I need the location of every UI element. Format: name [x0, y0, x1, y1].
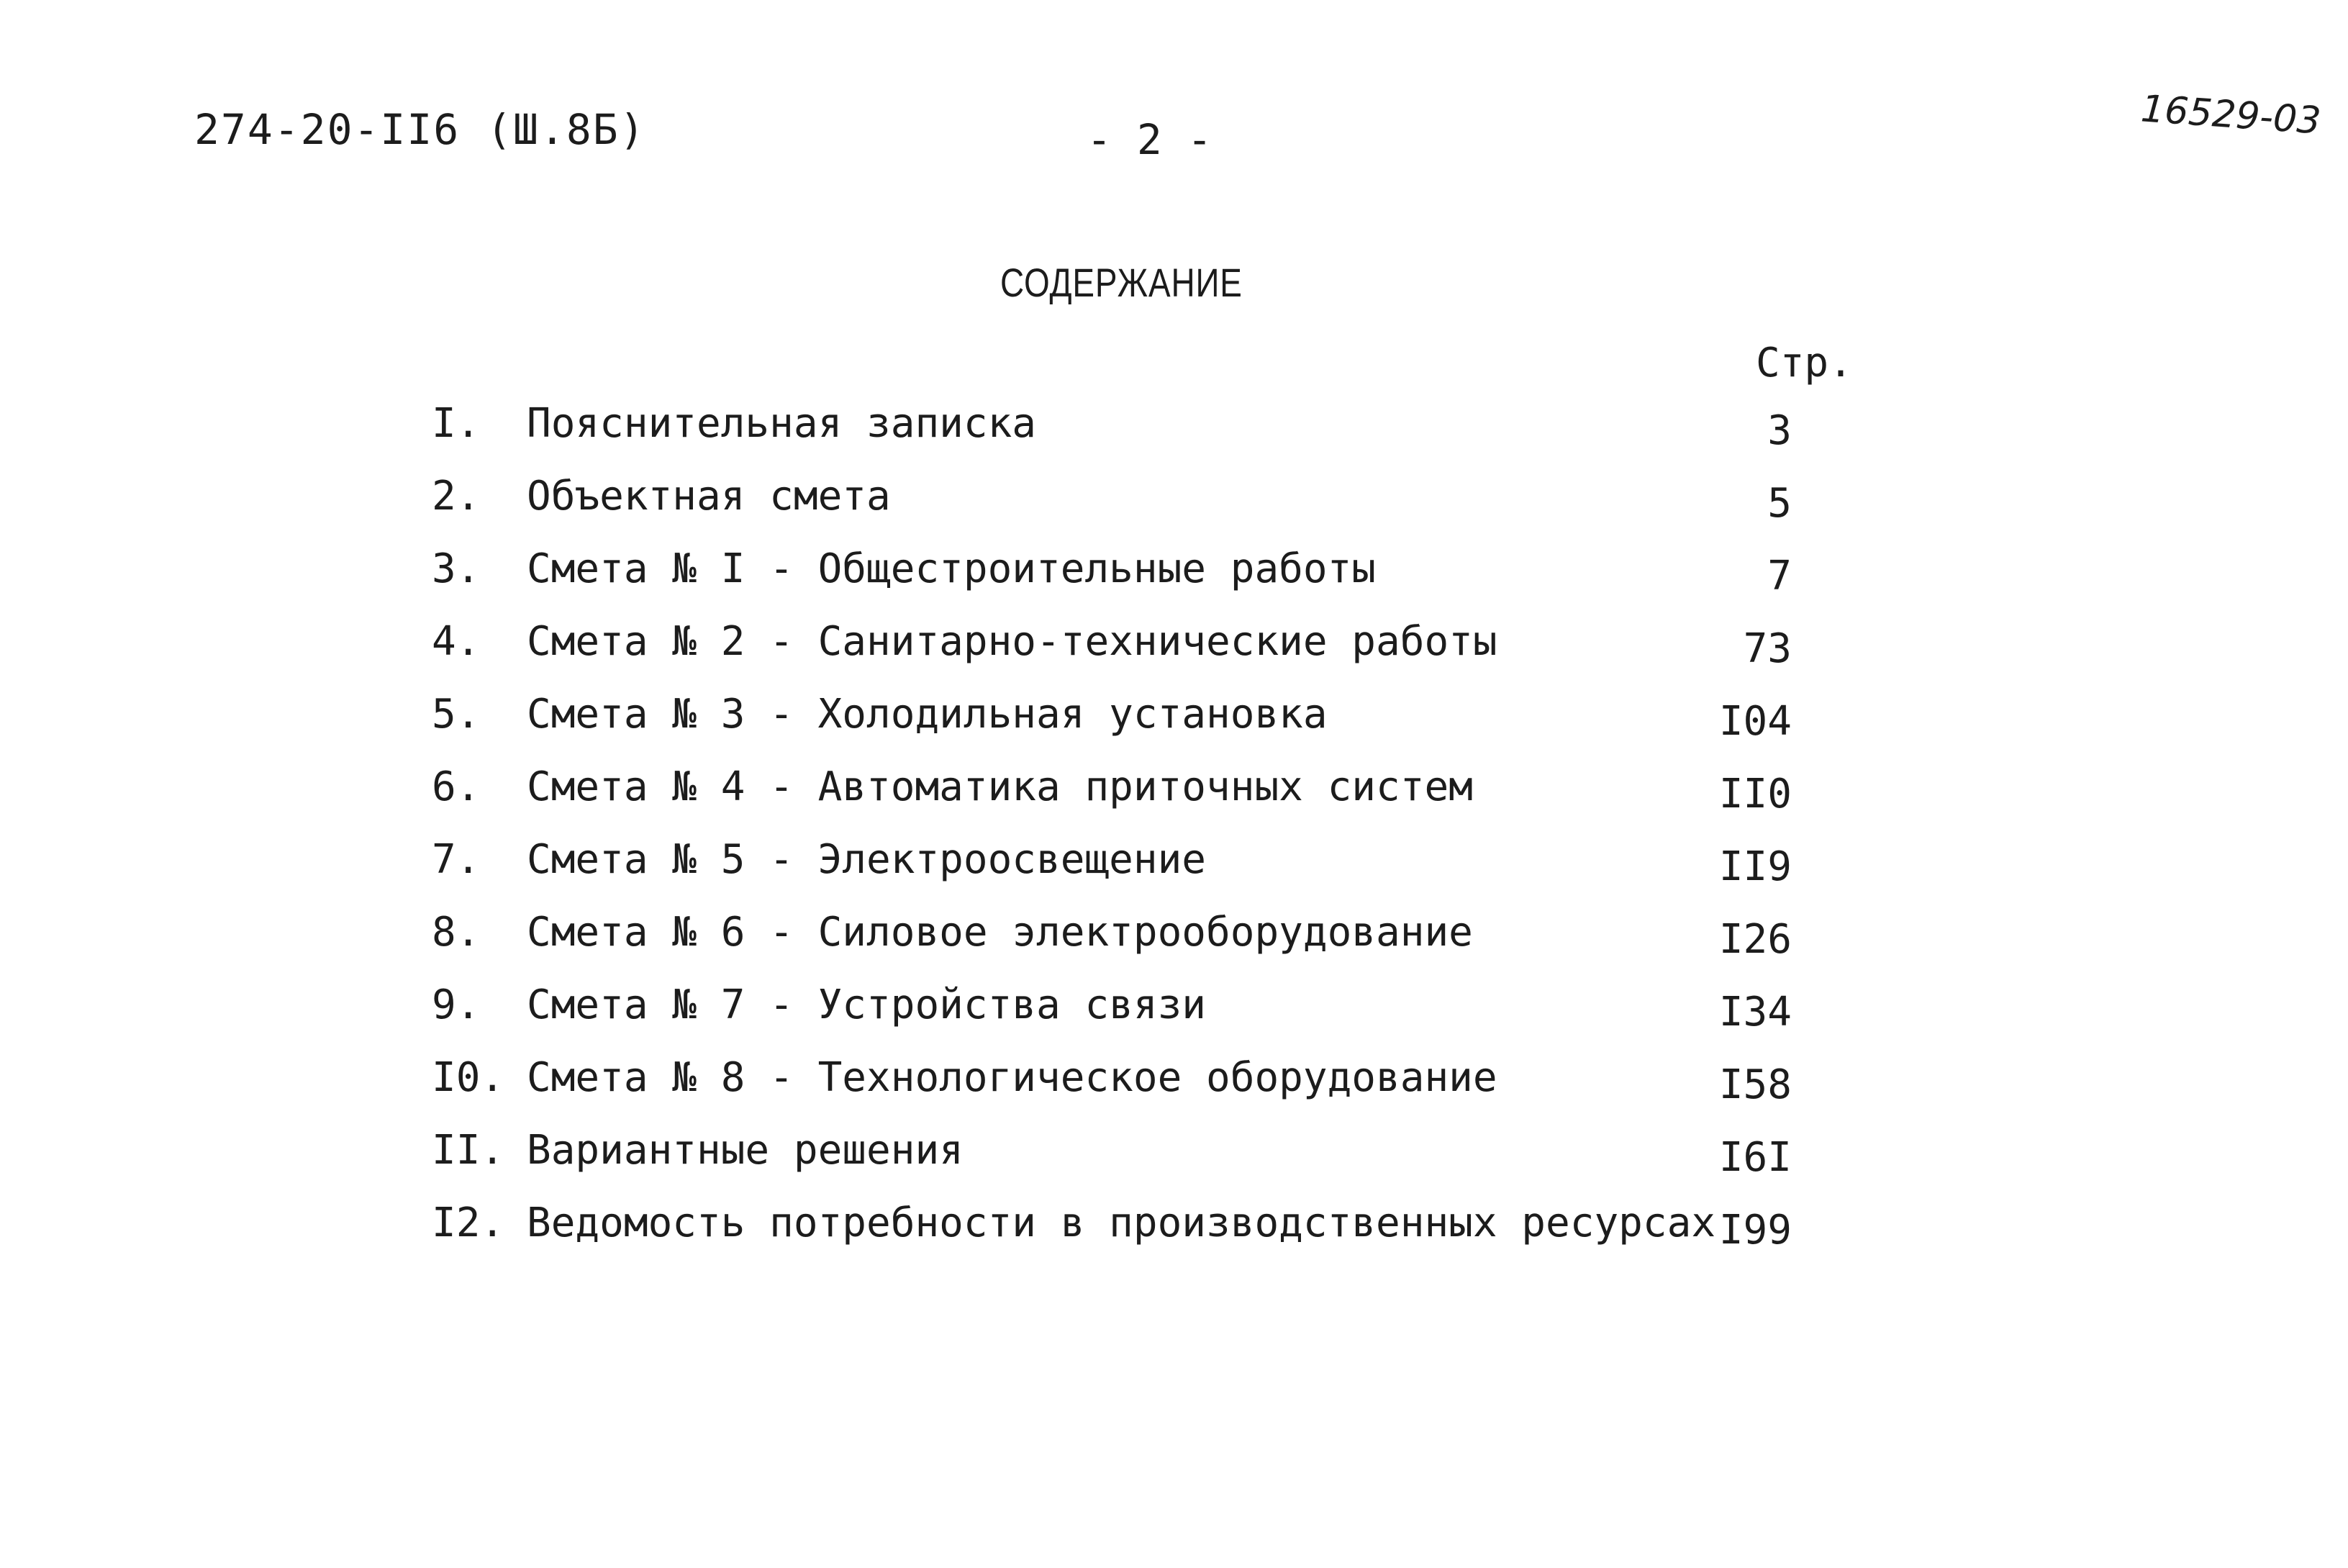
toc-title: СОДЕРЖАНИЕ [1000, 260, 1243, 305]
toc-entry [432, 691, 1842, 763]
toc-entry-title: Вариантные решения [527, 1127, 964, 1174]
toc-entry-title: Смета № 7 - Устройства связи [527, 982, 1207, 1028]
toc-entry [432, 473, 1842, 545]
toc-entry [432, 1054, 1842, 1127]
toc-entry-title: Смета № 2 - Санитарно-технические работы [527, 618, 1497, 665]
toc-entry-page: II0 [1718, 771, 1792, 817]
toc-entry-number: I2. [432, 1200, 505, 1246]
toc-entry-number: 2. [432, 473, 481, 520]
toc-entry-number: I0. [432, 1054, 505, 1101]
toc-entry-page: I58 [1718, 1061, 1792, 1108]
toc-entry-title: Смета № 8 - Технологическое оборудование [527, 1054, 1497, 1101]
toc-entry [432, 1200, 1842, 1272]
toc-entry-number: 7. [432, 836, 481, 883]
toc-entry-number: 6. [432, 763, 481, 810]
toc-entry-number: 5. [432, 691, 481, 738]
toc-entry-page: I6I [1718, 1134, 1792, 1181]
page-column-header: Стр. [1756, 340, 1853, 386]
toc-entry [432, 982, 1842, 1054]
toc-entry-title: Смета № 3 - Холодильная установка [527, 691, 1328, 738]
toc-entry [432, 1127, 1842, 1200]
toc-entry-number: II. [432, 1127, 505, 1174]
page-number: - 2 - [1087, 115, 1212, 164]
toc-entry-title: Объектная смета [527, 473, 891, 520]
archive-number-handwritten: 16529-03 [2139, 87, 2323, 143]
toc-entry-page: II9 [1718, 843, 1792, 890]
toc-entry-title: Пояснительная записка [527, 400, 1037, 447]
toc-entry-page: 5 [1767, 480, 1792, 527]
toc-entry-page: 3 [1767, 407, 1792, 454]
toc-entry-page: I26 [1718, 916, 1792, 963]
toc-entry-number: 9. [432, 982, 481, 1028]
document-code: 274-20-II6 (Ш.8Б) [194, 105, 646, 154]
toc-entry-number: 8. [432, 909, 481, 956]
toc-entry-page: I99 [1718, 1207, 1792, 1254]
toc-entry-title: Смета № 6 - Силовое электрооборудование [527, 909, 1473, 956]
toc-entry-page: 7 [1767, 553, 1792, 599]
toc-entry [432, 400, 1842, 473]
table-of-contents [432, 400, 1842, 1272]
toc-entry [432, 909, 1842, 982]
toc-entry-title: Смета № 5 - Электроосвещение [527, 836, 1207, 883]
toc-entry-number: 3. [432, 545, 481, 592]
toc-entry [432, 618, 1842, 691]
toc-entry [432, 763, 1842, 836]
toc-entry-page: 73 [1743, 625, 1792, 672]
toc-entry-number: I. [432, 400, 481, 447]
toc-entry-title: Смета № I - Общестроительные работы [527, 545, 1377, 592]
toc-entry-page: I04 [1718, 698, 1792, 745]
toc-entry-page: I34 [1718, 989, 1792, 1035]
toc-entry-title: Смета № 4 - Автоматика приточных систем [527, 763, 1473, 810]
toc-entry [432, 545, 1842, 618]
toc-entry [432, 836, 1842, 909]
toc-entry-number: 4. [432, 618, 481, 665]
toc-entry-title: Ведомость потребности в производственных ресурсах [527, 1200, 1716, 1246]
